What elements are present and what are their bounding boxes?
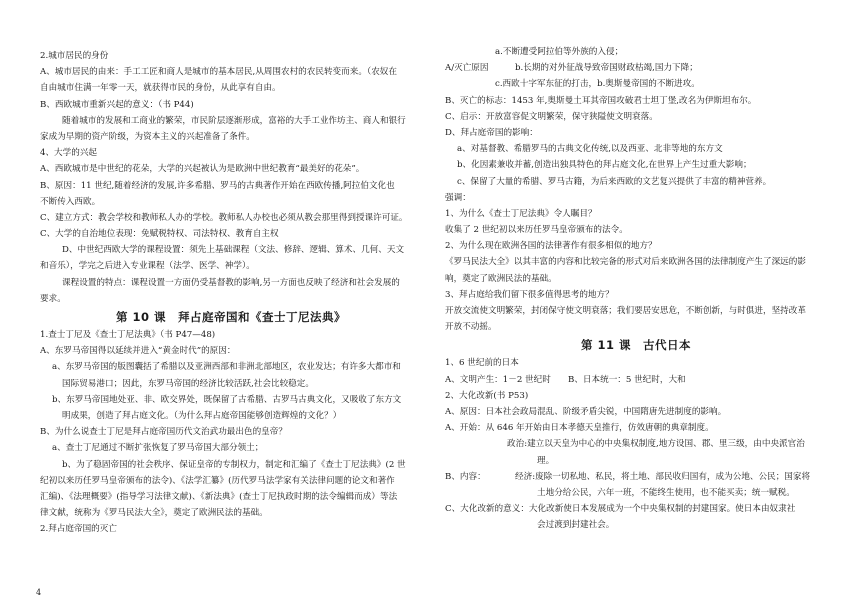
text-line: B、原因：11 世纪,随着经济的发展,许多希腊、罗马的古典著作开始在西欧传播,阿拉伯文化也 (40, 180, 395, 191)
text-line: b、化因素兼收并蓄,创造出独具特色的拜占庭文化,在世界上产生过重大影响； (457, 160, 752, 171)
text-line: 《罗马民法大全》以其丰富的内容和比较完备的形式对后来欧洲各国的法律制度产生了深远的影 (445, 257, 806, 268)
text-line: 纪初以来历任罗马皇帝颁布的法令)、《法学汇纂》(历代罗马法学家有关法律问题的论文和著作 (40, 475, 395, 486)
right-column (445, 44, 827, 533)
text-line: C、大学的自治地位表现：免赋税特权、司法特权、教育自主权 (40, 229, 279, 240)
text-line: 经济:废除一切私地、私民，将土地、部民收归国有，成为公地、公民；国家将 (515, 471, 811, 482)
text-line: B、西欧城市重新兴起的意义：（书 P44) (40, 99, 194, 110)
text-line: 不断传入西欧。 (40, 196, 101, 207)
chapter-title: 第 11 课 古代日本 (580, 338, 691, 353)
text-line: A、城市居民的由来：手工工匠和商人是城市的基本居民,从周围农村的农民转变而来。（农奴在 (40, 67, 397, 78)
text-line: 律文献，统称为《罗马民法大全》，奠定了欧洲民法的基础。 (40, 508, 268, 519)
text-line: A、原因：日本社会政局混乱、阶级矛盾尖锐，中国隋唐先进制度的影响。 (445, 406, 727, 417)
text-line: 自由城市住满一年零一天，就获得市民的身份，从此享有自由。 (40, 83, 281, 94)
text-line: b、东罗马帝国地处亚、非、欧交界处，既保留了古希腊、古罗马古典文化，又吸收了东方文 (52, 394, 402, 405)
text-line: A、开始：从 646 年开始由日本孝德天皇推行，仿效唐朝的典章制度。 (445, 423, 714, 434)
text-line: 理。 (537, 455, 555, 466)
text-line: 明成果，创造了拜占庭文化。（为什么拜占庭帝国能够创造辉煌的文化？） (62, 410, 342, 421)
text-line: a、查士丁尼通过不断扩张恢复了罗马帝国大部分领土； (52, 443, 264, 454)
text-line: 国际贸易港口；因此，东罗马帝国的经济比较活跃,社会比较稳定。 (62, 378, 314, 389)
text-line: 课程设置的特点：课程设置一方面仍受基督教的影响,另一方面也反映了经济和社会发展的 (62, 277, 400, 288)
page-number: 4 (36, 588, 42, 597)
text-line: 强调： (445, 192, 471, 203)
text-line: C、建立方式：教会学校和教师私人办的学校。教师私人办校也必须从教会那里得到授课许可证。 (40, 212, 408, 223)
text-line: a、东罗马帝国的版图囊括了希腊以及亚洲西部和非洲北部地区，农业发达；有许多大都市和 (52, 362, 401, 373)
text-line: 政治:建立以天皇为中心的中央集权制度,地方设国、郡、里三级，由中央派官治 (507, 439, 805, 450)
text-line: b.长期的对外征战导致帝国财政枯竭,国力下降； (515, 63, 698, 74)
text-line: 随着城市的发展和工商业的繁荣，市民阶层逐渐形成，富裕的大手工业作坊主、商人和银行 (62, 115, 406, 126)
chapter-title: 第 10 课 拜占庭帝国和《查士丁尼法典》 (115, 310, 346, 324)
text-line: 开放交流使文明繁荣，封闭保守使文明衰落；我们要居安思危，不断创新，与时俱进，坚持改革 (445, 306, 806, 316)
text-line: B、灭亡的标志：1453 年,奥斯曼土耳其帝国攻破君士坦丁堡,改名为伊斯坦布尔。 (445, 95, 757, 106)
text-line: 1、为什么《查士丁尼法典》令人瞩目？ (445, 208, 597, 219)
text-line: 要求。 (40, 293, 66, 304)
text-line: C、大化改新的意义：大化改新使日本发展成为一个中央集权制的封建国家。使日本由奴隶社 (445, 504, 796, 515)
text-line: 收集了 2 世纪初以来历任罗马皇帝颁布的法令。 (445, 225, 628, 236)
content-label: B、内容： (445, 471, 486, 482)
text-line: D、中世纪西欧大学的课程设置：须先上基础课程（文法、修辞、逻辑、算术、几何、天文 (62, 245, 405, 256)
text-line: a.不断遭受阿拉伯等外族的入侵； (495, 47, 624, 57)
text-line: 3、拜占庭给我们留下很多值得思考的地方？ (445, 289, 614, 300)
text-line: 2、大化改新(书 P53) (445, 390, 529, 401)
text-line: 响，奠定了欧洲民法的基础。 (445, 273, 557, 284)
content-row (445, 469, 827, 485)
text-line: 会过渡到封建社会。 (537, 520, 615, 531)
text-line: c.西欧十字军东征的打击，b.奥斯曼帝国的不断进攻。 (495, 79, 700, 90)
text-line: D、拜占庭帝国的影响： (445, 127, 538, 138)
text-line: 和音乐），学完之后进入专业课程（法学、医学、神学）。 (40, 261, 255, 272)
text-line: a、对基督教、希腊罗马的古典文化传统,以及西亚、北非等地的东方文 (457, 144, 723, 155)
text-line: 1.查士丁尼及《查士丁尼法典》（书 P47—48) (40, 330, 216, 340)
fall-cause-row (445, 60, 827, 76)
text-line: B、为什么说查士丁尼是拜占庭帝国历代文治武功最出色的皇帝？ (40, 427, 287, 438)
fall-cause-label: A/灭亡原因 (445, 63, 489, 74)
text-line: A、文明产生：1－2 世纪时 B、日本统一：5 世纪时，大和 (445, 374, 686, 385)
text-line: A、东罗马帝国得以延续并进入“黄金时代”的原因： (40, 346, 236, 357)
text-line: 家成为早期的资产阶级，为资本主义的兴起准备了条件。 (40, 131, 255, 142)
text-line: 2、为什么现在欧洲各国的法律著作有很多相似的地方？ (445, 241, 657, 252)
text-line: 1、6 世纪前的日本 (445, 358, 519, 369)
text-line: 土地分给公民，六年一班，不能终生使用，也不能买卖；统一赋税。 (537, 487, 795, 498)
left-column (40, 48, 422, 537)
text-line: A、西欧城市是中世纪的花朵，大学的兴起被认为是欧洲中世纪教育“最美好的花朵”。 (40, 164, 365, 175)
text-line: b、为了稳固帝国的社会秩序、保证皇帝的专制权力，制定和汇编了《查士丁尼法典》(2 世 (62, 459, 406, 470)
text-line: 开放不动摇。 (445, 322, 497, 333)
text-line: c、保留了大量的希腊、罗马古籍，为后来西欧的文艺复兴提供了丰富的精神营养。 (457, 176, 772, 187)
text-line: 2.拜占庭帝国的灭亡 (40, 524, 117, 535)
text-line: C、启示：开放富容促文明繁荣，保守狭隘使文明衰落。 (445, 111, 658, 122)
text-line: 4、大学的兴起 (40, 148, 98, 159)
text-line: 2.城市居民的身份 (40, 51, 109, 61)
text-line: 汇编)、《法理概要》(指导学习法律文献)、《新法典》(查士丁尼执政时期的法令编辑而成）等法 (40, 491, 398, 502)
